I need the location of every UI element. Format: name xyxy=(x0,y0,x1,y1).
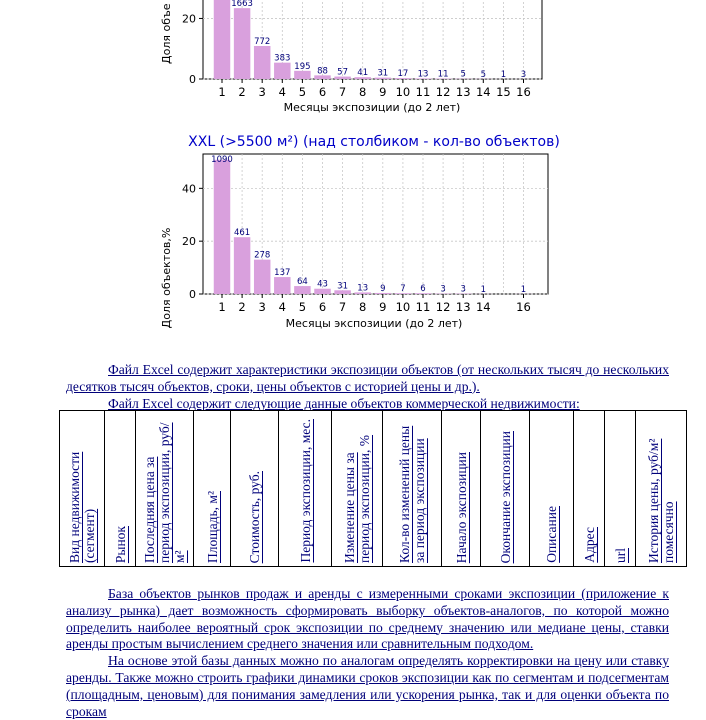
c2-xtick-label: 6 xyxy=(319,300,326,314)
c2-xtick-label: 13 xyxy=(456,300,471,314)
exposure-chart-xxl xyxy=(0,128,706,333)
c2-xtick-label: 3 xyxy=(259,300,266,314)
c1-ytick-label: 20 xyxy=(182,12,196,25)
table-header-cell xyxy=(442,411,481,567)
c1-data-label: 88 xyxy=(317,66,328,76)
table-header-cell xyxy=(136,411,194,567)
c1-bar xyxy=(254,46,270,79)
c1-xtick-label: 9 xyxy=(379,85,386,99)
c2-data-label: 278 xyxy=(254,251,270,261)
c1-bar xyxy=(214,0,230,79)
c2-xtick-label: 4 xyxy=(279,300,286,314)
c2-bar xyxy=(234,237,250,294)
c1-data-label: 5 xyxy=(460,70,465,80)
c2-data-label: 13 xyxy=(357,283,368,293)
c1-xtick-label: 8 xyxy=(359,85,366,99)
c2-data-label: 1 xyxy=(521,285,526,295)
c2-ytick-label: 40 xyxy=(182,182,196,195)
paragraph1-line1: Файл Excel содержит характеристики экспозиции объектов (от нескольких тысяч до нескольких десятков тысяч объектов, сроки, цены объектов с историей цены и др.). xyxy=(66,362,669,394)
table-header-text: Вид недвижимости (сегмент) xyxy=(67,411,97,566)
c2-ytick-label: 20 xyxy=(182,235,196,248)
c2-bar xyxy=(254,260,270,294)
table-header-cell xyxy=(530,411,574,567)
table-header-text: Последняя цена за период экспозиции, руб/м² xyxy=(142,411,187,566)
c2-ytick-label: 0 xyxy=(189,288,196,301)
table-header-cell xyxy=(636,411,687,567)
c1-data-label: 3 xyxy=(521,70,526,80)
c2-data-label: 64 xyxy=(297,277,308,287)
table-header-text: url xyxy=(613,545,628,566)
paragraph-excel-description xyxy=(66,362,669,412)
table-header-row xyxy=(60,411,687,567)
c2-xtick-label: 2 xyxy=(238,300,245,314)
c1-data-label: 31 xyxy=(377,69,388,79)
c2-data-label: 1 xyxy=(481,285,486,295)
c2-xtick-label: 5 xyxy=(299,300,306,314)
c2-data-label: 6 xyxy=(420,284,425,294)
c1-data-label: 1663 xyxy=(231,0,253,9)
chart1-ylabel: Доля объе xyxy=(160,3,173,64)
table-header-text: Адрес xyxy=(582,524,597,566)
c1-bar xyxy=(234,8,250,79)
table-header-text: Окончание экспозиции xyxy=(498,428,513,566)
chart2-title: XXL (>5500 м²) (над столбиком - кол-во объектов) xyxy=(188,134,560,150)
table-header-cell xyxy=(605,411,636,567)
c1-bar xyxy=(274,63,290,79)
table-header-cell xyxy=(60,411,105,567)
table-header-cell xyxy=(279,411,332,567)
c2-data-label: 137 xyxy=(274,268,290,278)
table-header-text: Площадь, м² xyxy=(205,488,220,566)
table-header-cell xyxy=(231,411,279,567)
table-header-text: Период экспозиции, мес. xyxy=(298,416,313,566)
c2-xtick-label: 1 xyxy=(218,300,225,314)
chart2-ylabel: Доля объектов,% xyxy=(160,228,173,329)
c2-data-label: 461 xyxy=(234,228,250,238)
paragraph2-text2: На основе этой базы данных можно по аналогам определять корректировки на цену или ставку аренды. Также можно строить графики динамики сроков экспозиции как по сегментам и подсегментам (площадным, ценовым) для понимания замедления или ускорения рынка, так и для оценки объекта по срокам xyxy=(66,653,669,718)
table-header-text: Изменение цены за период экспозиции, % xyxy=(342,411,372,566)
c2-xtick-label: 9 xyxy=(379,300,386,314)
table-header-text: Рынок xyxy=(113,523,128,566)
c1-data-label: 5 xyxy=(481,70,486,80)
c1-xtick-label: 4 xyxy=(279,85,286,99)
c1-data-label: 57 xyxy=(337,68,348,78)
c1-data-label: 13 xyxy=(418,69,429,79)
c2-xtick-label: 12 xyxy=(436,300,451,314)
c2-xtick-label: 11 xyxy=(416,300,431,314)
c1-data-label: 11 xyxy=(438,70,449,80)
table-header-text: История цены, руб/м² помесячно xyxy=(646,411,676,566)
data-columns-table xyxy=(59,410,687,567)
c1-xtick-label: 2 xyxy=(238,85,245,99)
c1-xtick-label: 3 xyxy=(259,85,266,99)
c2-data-label: 43 xyxy=(317,280,328,290)
table-header-cell xyxy=(383,411,442,567)
c2-data-label: 31 xyxy=(337,281,348,291)
c2-xtick-label: 16 xyxy=(516,300,531,314)
paragraph-database-description xyxy=(66,586,669,720)
c1-xtick-label: 5 xyxy=(299,85,306,99)
c2-bar xyxy=(214,160,230,294)
c1-data-label: 41 xyxy=(357,68,368,78)
c2-data-label: 1090 xyxy=(211,155,233,165)
c1-xtick-label: 12 xyxy=(436,85,451,99)
c1-ytick-label: 0 xyxy=(189,73,196,86)
c1-xtick-label: 14 xyxy=(476,85,491,99)
table-header-cell xyxy=(332,411,383,567)
chart1-xlabel: Месяцы экспозиции (до 2 лет) xyxy=(284,101,461,114)
c2-data-label: 3 xyxy=(460,285,465,295)
c2-data-label: 7 xyxy=(400,284,405,294)
c2-bar xyxy=(274,277,290,294)
table-header-text: Стоимость, руб. xyxy=(247,468,262,566)
c1-xtick-label: 16 xyxy=(516,85,531,99)
c1-data-label: 383 xyxy=(274,54,290,64)
table-header-cell xyxy=(481,411,530,567)
table-header-cell xyxy=(574,411,605,567)
table-header-cell xyxy=(194,411,231,567)
c2-xtick-label: 8 xyxy=(359,300,366,314)
table-header-text: Начало экспозиции xyxy=(454,449,469,566)
c2-xtick-label: 7 xyxy=(339,300,346,314)
c1-xtick-label: 11 xyxy=(416,85,431,99)
c1-xtick-label: 6 xyxy=(319,85,326,99)
c2-xtick-label: 14 xyxy=(476,300,491,314)
c1-xtick-label: 13 xyxy=(456,85,471,99)
c1-xtick-label: 7 xyxy=(339,85,346,99)
c2-xtick-label: 10 xyxy=(396,300,411,314)
exposure-chart-top xyxy=(0,0,706,115)
c1-xtick-label: 15 xyxy=(496,85,511,99)
table-header-cell xyxy=(105,411,136,567)
c2-data-label: 9 xyxy=(380,284,385,294)
c1-xtick-label: 1 xyxy=(218,85,225,99)
c1-data-label: 1 xyxy=(501,70,506,80)
c1-data-label: 772 xyxy=(254,37,270,47)
c1-data-label: 17 xyxy=(397,69,408,79)
c1-data-label: 195 xyxy=(294,62,310,72)
table-header-text: Описание xyxy=(544,503,559,566)
paragraph1-line2: Файл Excel содержит следующие данные объектов коммерческой недвижимости: xyxy=(108,396,580,411)
c1-xtick-label: 10 xyxy=(396,85,411,99)
table-header-text: Кол-во изменений цены за период экспозиции xyxy=(397,411,427,566)
c2-bar xyxy=(294,286,310,294)
chart2-xlabel: Месяцы экспозиции (до 2 лет) xyxy=(286,317,463,330)
c2-data-label: 3 xyxy=(440,285,445,295)
c1-bar xyxy=(294,71,310,79)
paragraph2-text1: База объектов рынков продаж и аренды с измеренными сроками экспозиции (приложение к анализу рынка) дает возможность сформировать выборку объектов-аналогов, по которой можно определить наиболее вероятный срок экспозиции по среднему значению или медиане цены, ставки аренды простым вычислением среднего значения или сравнительным подходом. xyxy=(66,586,669,651)
